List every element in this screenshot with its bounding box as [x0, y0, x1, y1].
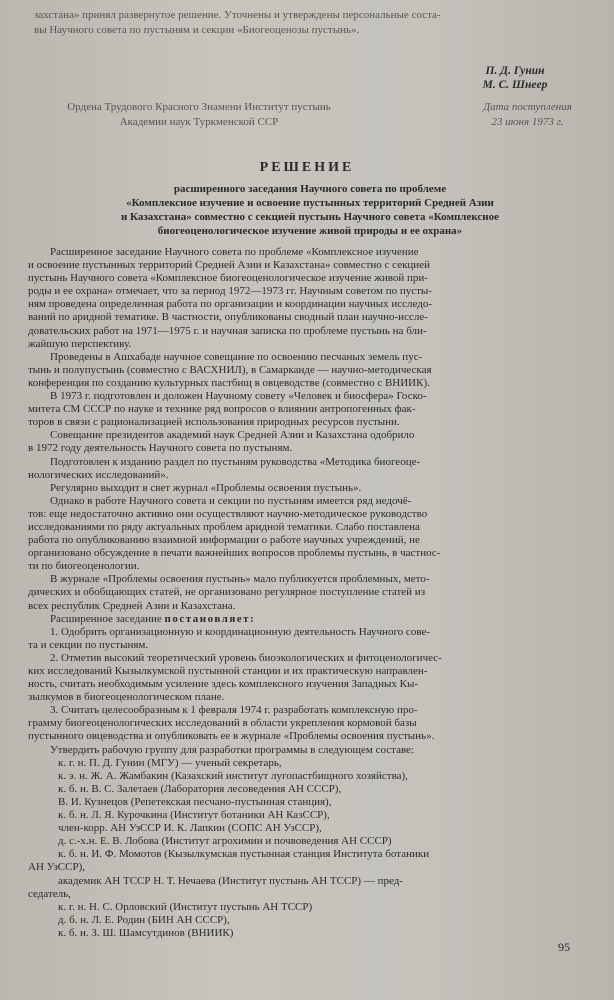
body-line	[28, 586, 598, 599]
body-line	[28, 901, 598, 914]
body-line	[28, 744, 598, 757]
body-line-text: зылкумов в биогеоценологическом плане.	[28, 691, 225, 704]
body-line-text: Расширенное заседание Научного совета по проблеме «Комплексное изучение	[50, 246, 419, 258]
body-line	[28, 351, 598, 364]
subtitle-line: «Комплексное изучение и освоение пустынных территорий Средней Азии	[126, 197, 494, 209]
body-line	[28, 482, 598, 495]
text-line: захстана» принял развернутое решение. Уточнены и утверждены персональные соста-	[34, 9, 441, 21]
body-line	[28, 364, 598, 377]
body-line	[28, 927, 598, 940]
body-line	[28, 403, 598, 416]
body-line	[28, 416, 598, 429]
body-line-text: д. с.-х.н. Е. В. Лобова (Институт агрохимии и почвоведения АН СССР)	[58, 835, 392, 848]
body-line-text: нологических исследований».	[28, 468, 169, 481]
body-line	[28, 521, 598, 534]
body-line	[28, 560, 598, 573]
body-line	[28, 495, 598, 508]
body-line	[28, 377, 598, 390]
institute-affiliation	[34, 100, 364, 130]
body-line	[28, 875, 598, 888]
document-subtitle	[50, 182, 570, 238]
body-line	[28, 600, 598, 613]
body-line-text: 1. Одобрить организационную и координационную деятельность Научного сове-	[50, 625, 430, 638]
body-line	[28, 259, 598, 272]
institute-line: Ордена Трудового Красного Знамени Институт пустынь	[67, 101, 331, 113]
body-line-text: к. б. н. И. Ф. Момотов (Кызылкумская пустынная станция Института ботаники	[58, 848, 430, 861]
subtitle-line: расширенного заседания Научного совета по проблеме	[173, 183, 447, 195]
body-line	[28, 442, 598, 455]
body-line-text: довательских работ на 1971—1975 г. и научная записка по проблеме пустынь на бли-	[28, 324, 427, 337]
body-line-text: тов: еще недостаточно активно они осуществляют научно-методическое руководство	[28, 507, 428, 520]
body-line	[28, 678, 598, 691]
body-line-text: Регулярно выходит в свет журнал «Проблемы освоения пустынь».	[50, 481, 362, 494]
body-line	[28, 914, 598, 927]
body-line	[28, 717, 598, 730]
body-line-text: пустынного овцеводства и опубликовать ее в журнале «Проблемы освоения пустынь».	[28, 730, 435, 743]
body-line	[28, 704, 598, 717]
body-line-text: исследованиями по ряду актуальных проблем аридной тематики. Слабо поставлена	[28, 520, 420, 533]
top-continuation-text	[34, 8, 584, 38]
body-line-text: митета СМ СССР по науке и технике ряд вопросов о влиянии антропогенных фак-	[28, 403, 416, 416]
subtitle-line: биогеоценологическое изучение живой природы и ее охрана»	[157, 225, 463, 237]
body-line-text: Однако в работе Научного совета и секции по пустыням имеется ряд недочё-	[50, 494, 412, 507]
body-line-text: роды и ее охрана» отмечает, что за период 1972—1973 гг. Научным советом по пусты-	[28, 285, 432, 298]
body-line-text: Расширенное заседание	[50, 612, 162, 625]
body-line-text: организовано обсуждение в печати важнейших вопросов проблемы пустынь, в частнос-	[28, 547, 441, 560]
body-line	[28, 469, 598, 482]
body-line	[28, 665, 598, 678]
body-line-text: академик АН ТССР Н. Т. Нечаева (Институт пустынь АН ТССР) — пред-	[58, 874, 403, 887]
body-line-text: к. б. н. Л. Я. Курочкина (Институт ботаники АН КазССР),	[58, 809, 330, 822]
body-line-text: конференция по созданию культурных пастбищ в овцеводстве (совместно с ВНИИК).	[28, 376, 430, 389]
body-line-text: ваний по аридной тематике. В частности, опубликованы сводный план научно-иссле-	[28, 311, 428, 324]
body-line-text: и освоение пустынных территорий Средней Азии и Казахстана» совместно с секцией	[28, 259, 430, 272]
signer-name: П. Д. Гунин	[485, 65, 545, 77]
page-number: 95	[558, 940, 570, 954]
body-line-text: к. г. н. Н. С. Орловский (Институт пустынь АН ТССР)	[58, 900, 313, 913]
signer-name: М. С. Шнеер	[482, 79, 548, 91]
body-line-text: торов в связи с рационализацией использования природных ресурсов пустыни.	[28, 416, 400, 429]
body-line	[28, 770, 598, 783]
document-title: РЕШЕНИЕ	[259, 160, 355, 175]
body-line-text: В 1973 г. подготовлен и доложен Научному совету «Человек и биосфера» Госко-	[50, 390, 427, 403]
body-line-text: В журнале «Проблемы освоения пустынь» мало публикуется проблемных, мето-	[50, 573, 430, 586]
body-line	[28, 429, 598, 442]
body-line	[28, 861, 598, 874]
body-line-text: ти по биогеоценологии.	[28, 560, 140, 573]
received-date	[460, 100, 595, 130]
body-line	[28, 809, 598, 822]
body-line-text: тынь и полупустынь (совместно с ВАСХНИЛ), в Самарканде — научно-методическая	[28, 363, 432, 376]
body-line	[28, 534, 598, 547]
body-line	[28, 639, 598, 652]
body-line-text: Совещание президентов академий наук Средней Азии и Казахстана одобрило	[50, 429, 415, 442]
body-line-text: ких исследований Кызылкумской пустынной станции и их практическую направлен-	[28, 665, 428, 677]
body-line	[28, 888, 598, 901]
institute-line: Академии наук Туркменской ССР	[119, 116, 279, 128]
body-line	[28, 338, 598, 351]
body-line-text: ням проведена определенная работа по организации и координации научных исследо-	[28, 298, 433, 311]
body-line-text: в 1972 году деятельность Научного совета по пустыням.	[28, 442, 293, 455]
body-line	[28, 835, 598, 848]
body-line	[28, 246, 598, 259]
body-line	[28, 573, 598, 586]
body-line	[28, 626, 598, 639]
body-line-text: к. г. н. П. Д. Гунин (МГУ) — ученый секретарь,	[58, 756, 282, 769]
body-line-text: Подготовлен к изданию раздел по пустыням руководства «Методика биогеоце-	[50, 455, 421, 468]
body-line	[28, 325, 598, 338]
body-line	[28, 298, 598, 311]
body-line	[28, 547, 598, 560]
body-line	[28, 822, 598, 835]
body-line	[28, 456, 598, 469]
body-line	[28, 311, 598, 324]
body-line-text: Проведены в Ашхабаде научное совещание по освоению песчаных земель пус-	[50, 350, 423, 363]
body-line	[28, 757, 598, 770]
body-line-text: 3. Считать целесообразным к 1 февраля 1974 г. разработать комплексную про-	[50, 704, 418, 717]
body-line-text: к. э. н. Ж. А. Жамбакин (Казахский институт лугопастбищного хозяйства),	[58, 769, 408, 782]
body-line-text: всех республик Средней Азии и Казахстана.	[28, 599, 236, 612]
received-line: 23 июня 1973 г.	[491, 116, 564, 128]
body-line-text: работа по опубликованию взаимной информации о работе научных учреждений, не	[28, 534, 420, 547]
text-line: вы Научного совета по пустыням и секции «Биогеоценозы пустынь».	[34, 24, 360, 36]
body-line-text: к. б. н. В. С. Залетаев (Лаборатория лесоведения АН СССР),	[58, 782, 342, 795]
body-line-text: ность, считать необходимым усиление здесь комплексного изучения Западных Кы-	[28, 678, 419, 691]
body-line	[28, 613, 598, 626]
body-line	[28, 652, 598, 665]
body-line-text: член-корр. АН УзССР И. К. Лапкин (СОПС АН УзССР),	[58, 822, 322, 835]
body-line-text: В. И. Кузнецов (Репетекская песчано-пустынная станция),	[58, 795, 332, 808]
body-line-text: пустынь Научного совета «Комплексное биогеоценологическое изучение живой при-	[28, 272, 428, 285]
body-line-text: Утвердить рабочую группу для разработки программы в следующем составе:	[50, 743, 415, 756]
subtitle-line: и Казахстана» совместно с секцией пустынь Научного совета «Комплексное	[120, 211, 500, 223]
body-line-text: к. б. н. З. Ш. Шамсутдинов (ВНИИК)	[58, 926, 234, 939]
body-line	[28, 285, 598, 298]
body-line	[28, 730, 598, 743]
body-line	[28, 272, 598, 285]
body-line	[28, 508, 598, 521]
body-line-text: грамму биогеоценологических исследований в области укрепления кормовой базы	[28, 717, 417, 730]
body-line-text: д. б. н. Л. Е. Родин (БИН АН СССР),	[58, 913, 230, 926]
body-line	[28, 390, 598, 403]
body-line-text: та и секции по пустыням.	[28, 638, 149, 651]
body-text	[28, 246, 598, 940]
body-line-text: 2. Отметив высокий теоретический уровень биоэкологических и фитоценологичес-	[50, 651, 442, 664]
received-line: Дата поступления	[483, 101, 572, 113]
body-line-text: АН УзССР),	[28, 861, 86, 874]
body-line-text: седатель,	[28, 887, 71, 900]
signers	[440, 64, 590, 92]
body-line	[28, 783, 598, 796]
body-line	[28, 848, 598, 861]
body-line	[28, 796, 598, 809]
spaced-emphasis: постановляет:	[164, 612, 256, 625]
body-line-text: жайшую перспективу.	[28, 337, 132, 350]
body-line-text: дических и обобщающих статей, не организовано регулярное поступление статей из	[28, 586, 426, 599]
body-line	[28, 691, 598, 704]
